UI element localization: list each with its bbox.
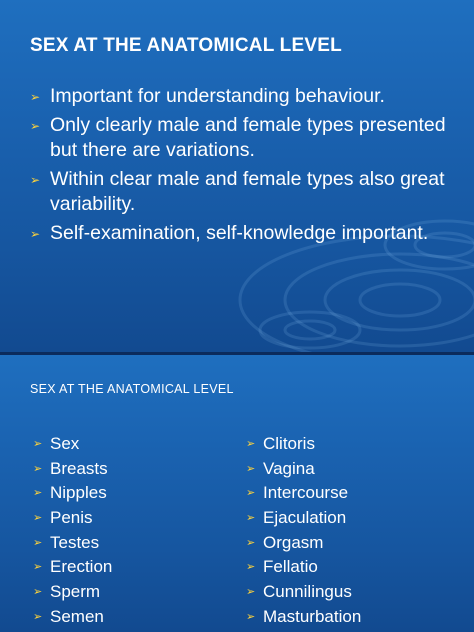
bullet-text: Only clearly male and female types presented but there are variations.: [50, 114, 446, 161]
list-item: [246, 432, 361, 457]
list-item: [33, 531, 112, 556]
list-item: [33, 555, 112, 580]
list-item: [246, 481, 361, 506]
term-text: Penis: [50, 508, 93, 528]
arrow-bullet-icon: ➢: [246, 438, 256, 450]
list-item: [33, 506, 112, 531]
arrow-bullet-icon: ➢: [246, 561, 256, 574]
bullet-item: [30, 113, 460, 163]
bullet-text: Important for understanding behaviour.: [50, 85, 385, 107]
arrow-bullet-icon: ➢: [33, 536, 43, 549]
term-text: Fellatio: [263, 557, 318, 577]
arrow-bullet-icon: ➢: [30, 90, 41, 104]
list-item: [246, 605, 361, 630]
arrow-bullet-icon: ➢: [246, 512, 256, 525]
bullet-text: Within clear male and female types also great variability.: [50, 168, 445, 215]
arrow-bullet-icon: ➢: [33, 487, 43, 500]
list-item: [33, 432, 112, 457]
bullet-item: [30, 84, 460, 109]
list-item: [33, 481, 112, 506]
arrow-bullet-icon: ➢: [246, 610, 256, 623]
term-text: Breasts: [50, 458, 108, 478]
bullet-item: [30, 221, 460, 246]
bullet-item: [30, 167, 460, 217]
arrow-bullet-icon: ➢: [30, 119, 41, 133]
list-item: [33, 457, 112, 482]
bullet-list: [30, 84, 460, 250]
arrow-bullet-icon: ➢: [33, 512, 43, 525]
arrow-bullet-icon: ➢: [30, 227, 41, 241]
term-text: Ejaculation: [263, 508, 347, 528]
arrow-bullet-icon: ➢: [246, 586, 256, 599]
term-text: Vagina: [263, 458, 315, 478]
term-text: Cunnilingus: [263, 582, 352, 602]
term-text: Sex: [50, 434, 80, 453]
arrow-bullet-icon: ➢: [246, 536, 256, 549]
arrow-bullet-icon: ➢: [33, 561, 43, 574]
arrow-bullet-icon: ➢: [33, 610, 43, 623]
term-text: Semen: [50, 606, 104, 626]
term-text: Masturbation: [263, 606, 362, 626]
arrow-bullet-icon: ➢: [33, 462, 43, 475]
arrow-bullet-icon: ➢: [246, 487, 256, 500]
term-text: Intercourse: [263, 483, 349, 503]
term-text: Orgasm: [263, 532, 324, 552]
arrow-bullet-icon: ➢: [30, 173, 41, 187]
arrow-bullet-icon: ➢: [33, 586, 43, 599]
term-text: Nipples: [50, 483, 107, 503]
list-item: [246, 580, 361, 605]
arrow-bullet-icon: ➢: [33, 438, 43, 450]
list-item: [246, 531, 361, 556]
term-list-left: [33, 432, 112, 630]
term-list-right: [246, 432, 361, 630]
list-item: [33, 580, 112, 605]
list-item: [246, 457, 361, 482]
term-text: Erection: [50, 557, 113, 577]
list-item: [33, 605, 112, 630]
list-item: [246, 506, 361, 531]
term-text: Sperm: [50, 582, 101, 602]
slide-title: SEX AT THE ANATOMICAL LEVEL: [30, 382, 234, 396]
slide-title: SEX AT THE ANATOMICAL LEVEL: [30, 35, 342, 56]
list-item: [246, 555, 361, 580]
term-text: Clitoris: [263, 434, 315, 453]
bullet-text: Self-examination, self-knowledge important.: [50, 222, 429, 244]
term-text: Testes: [50, 532, 100, 552]
arrow-bullet-icon: ➢: [246, 462, 256, 475]
